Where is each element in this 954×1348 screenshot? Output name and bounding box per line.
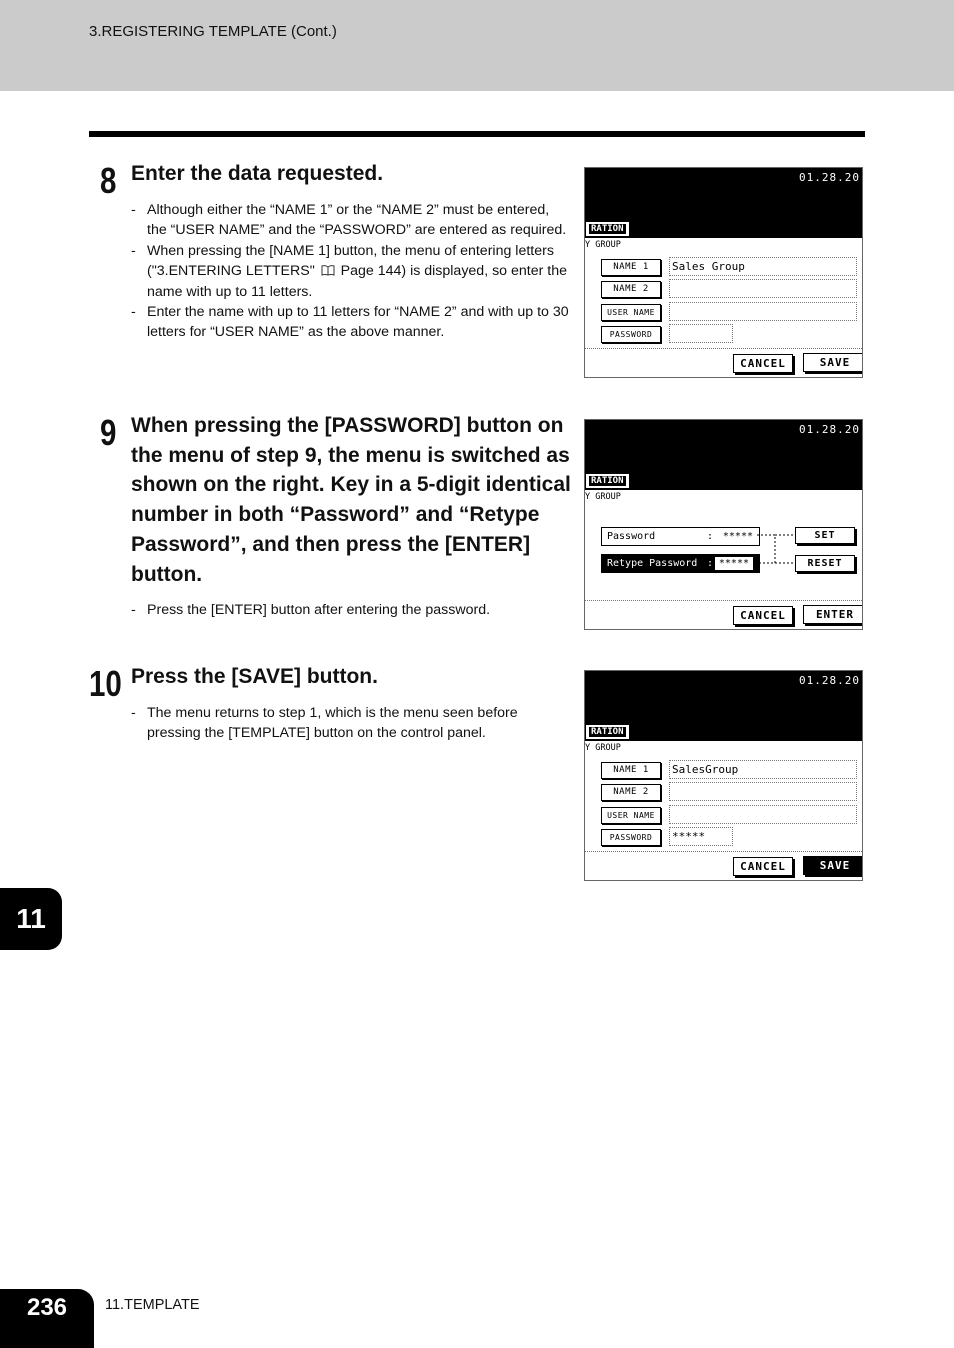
name1-field[interactable]: Sales Group xyxy=(669,257,857,276)
step-8-bullets xyxy=(131,200,571,343)
screen-tab: RATION xyxy=(585,473,630,489)
password-field[interactable]: ***** xyxy=(669,827,733,846)
screen-divider xyxy=(585,851,862,852)
password-field[interactable] xyxy=(669,324,733,343)
page-number: 236 xyxy=(0,1289,94,1348)
name2-button[interactable]: NAME 2 xyxy=(601,784,661,801)
password-button[interactable]: PASSWORD xyxy=(601,829,661,846)
step-10-bullets xyxy=(131,703,571,744)
screen-tab: RATION xyxy=(585,221,630,237)
screen-subtitle: Y GROUP xyxy=(585,492,621,502)
user-name-button[interactable]: USER NAME xyxy=(601,807,661,824)
screen-subtitle: Y GROUP xyxy=(585,743,621,753)
save-button[interactable]: SAVE xyxy=(803,353,863,372)
screen-divider xyxy=(585,348,862,349)
cancel-button[interactable]: CANCEL xyxy=(733,857,793,876)
screen-date: 01.28.20 xyxy=(799,423,860,436)
screen-title-bar xyxy=(585,420,862,490)
screen-subtitle: Y GROUP xyxy=(585,240,621,250)
step-10-title: Press the [SAVE] button. xyxy=(131,665,378,688)
name1-button[interactable]: NAME 1 xyxy=(601,762,661,779)
section-title: 3.REGISTERING TEMPLATE (Cont.) xyxy=(89,23,337,40)
list-item: - When pressing the [NAME 1] button, the menu of entering letters ("3.ENTERING LETTERS" Page 144) is displayed, so enter the name with up to 11 letters. xyxy=(131,242,568,300)
screen-step-9 xyxy=(584,419,863,630)
name2-button[interactable]: NAME 2 xyxy=(601,281,661,298)
name2-field[interactable] xyxy=(669,279,857,298)
connector-lines xyxy=(757,534,797,564)
step-9-bullets xyxy=(131,600,571,620)
chapter-tab: 11 xyxy=(0,888,62,950)
user-name-field[interactable] xyxy=(669,302,857,321)
step-9-title: When pressing the [PASSWORD] button on the menu of step 9, the menu is switched as shown on the right. Key in a 5-digit identical number in both “Password” and “Retype Password”, and then press the [ENTER] button. xyxy=(131,414,571,586)
list-item: - Although either the “NAME 1” or the “NAME 2” must be entered, the “USER NAME” and the “PASSWORD” are entered as required. xyxy=(131,202,567,239)
password-input[interactable]: Password : ***** xyxy=(601,527,760,546)
user-name-button[interactable]: USER NAME xyxy=(601,304,661,321)
footer-chapter: 11.TEMPLATE xyxy=(105,1297,200,1313)
step-8-number: 8 xyxy=(100,160,117,201)
screen-tab: RATION xyxy=(585,724,630,740)
user-name-field[interactable] xyxy=(669,805,857,824)
name1-field[interactable]: SalesGroup xyxy=(669,760,857,779)
screen-step-10 xyxy=(584,670,863,881)
list-item: - Enter the name with up to 11 letters for “NAME 2” and with up to 30 letters for “USER NAME” as the above manner. xyxy=(131,304,569,341)
step-10-number: 10 xyxy=(89,663,122,704)
screen-title-bar xyxy=(585,168,862,238)
enter-button[interactable]: ENTER xyxy=(803,605,863,624)
set-button[interactable]: SET xyxy=(795,527,855,544)
screen-step-8 xyxy=(584,167,863,378)
book-icon xyxy=(321,265,335,276)
cancel-button[interactable]: CANCEL xyxy=(733,354,793,373)
name1-button[interactable]: NAME 1 xyxy=(601,259,661,276)
reset-button[interactable]: RESET xyxy=(795,555,855,572)
screen-date: 01.28.20 xyxy=(799,171,860,184)
list-item: - The menu returns to step 1, which is the menu seen before pressing the [TEMPLATE] button on the control panel. xyxy=(131,705,518,742)
save-button[interactable]: SAVE xyxy=(803,856,863,875)
step-9-number: 9 xyxy=(100,412,117,453)
section-divider xyxy=(89,131,865,137)
password-button[interactable]: PASSWORD xyxy=(601,326,661,343)
step-8-title: Enter the data requested. xyxy=(131,162,384,185)
screen-divider xyxy=(585,600,862,601)
screen-title-bar xyxy=(585,671,862,741)
name2-field[interactable] xyxy=(669,782,857,801)
retype-password-input[interactable]: Retype Password : ***** xyxy=(601,554,760,573)
cancel-button[interactable]: CANCEL xyxy=(733,606,793,625)
list-item: - Press the [ENTER] button after entering the password. xyxy=(131,602,491,618)
page-header-band xyxy=(0,0,954,91)
screen-date: 01.28.20 xyxy=(799,674,860,687)
